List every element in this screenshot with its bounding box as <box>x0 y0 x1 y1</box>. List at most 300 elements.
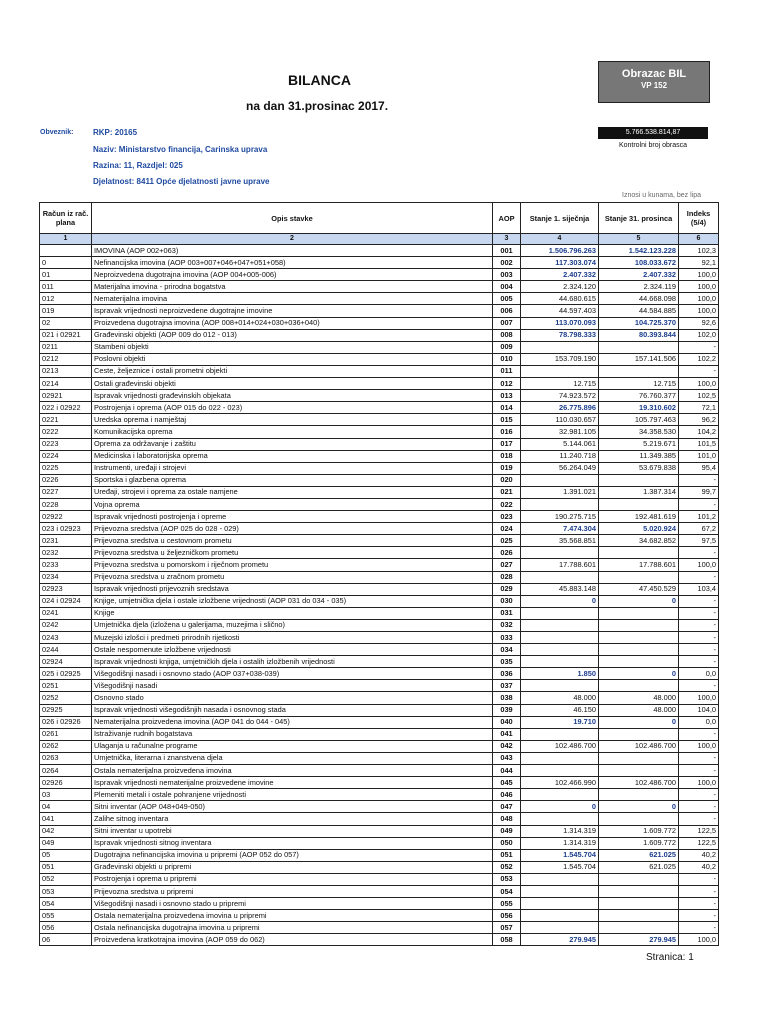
table-row <box>40 813 719 825</box>
document-title: BILANCA <box>288 72 351 88</box>
index-value: - <box>679 571 719 583</box>
opening-balance: 153.709.190 <box>521 353 599 365</box>
aop-code: 017 <box>493 438 521 450</box>
account-code: 022 i 02922 <box>40 402 92 414</box>
opening-balance: 110.030.657 <box>521 414 599 426</box>
obveznik-label: Obveznik: <box>40 129 74 136</box>
account-code: 023 i 02923 <box>40 523 92 535</box>
table-row <box>40 498 719 510</box>
index-value: 100,0 <box>679 740 719 752</box>
table-row <box>40 547 719 559</box>
index-value: - <box>679 765 719 777</box>
index-value: - <box>679 898 719 910</box>
control-number: 5.766.538.814,87 <box>598 127 708 139</box>
item-description: Ceste, željeznice i ostali prometni objekti <box>92 365 493 377</box>
index-value: 100,0 <box>679 378 719 390</box>
closing-balance <box>599 498 679 510</box>
opening-balance <box>521 644 599 656</box>
table-row <box>40 825 719 837</box>
closing-balance: 105.797.463 <box>599 414 679 426</box>
account-code: 0252 <box>40 692 92 704</box>
account-code: 0232 <box>40 547 92 559</box>
opening-balance: 7.474.304 <box>521 523 599 535</box>
item-description: Ostali građevinski objekti <box>92 378 493 390</box>
aop-code: 028 <box>493 571 521 583</box>
closing-balance: 0 <box>599 716 679 728</box>
aop-code: 037 <box>493 680 521 692</box>
item-description: Osnovno stado <box>92 692 493 704</box>
index-value: 100,0 <box>679 269 719 281</box>
aop-code: 002 <box>493 257 521 269</box>
account-code: 06 <box>40 934 92 946</box>
index-value: - <box>679 801 719 813</box>
opening-balance <box>521 547 599 559</box>
opening-balance <box>521 498 599 510</box>
aop-code: 011 <box>493 365 521 377</box>
index-value: - <box>679 910 719 922</box>
closing-balance <box>599 656 679 668</box>
control-number-label: Kontrolni broj obrasca <box>618 142 688 149</box>
index-value: 92,6 <box>679 317 719 329</box>
opening-balance: 56.264.049 <box>521 462 599 474</box>
item-description: Knjige, umjetnička djela i ostale izložbene vrijednosti (AOP 031 do 034 - 035) <box>92 595 493 607</box>
account-code: 01 <box>40 269 92 281</box>
opening-balance: 1.850 <box>521 668 599 680</box>
index-value: 0,0 <box>679 716 719 728</box>
account-code: 04 <box>40 801 92 813</box>
table-row <box>40 414 719 426</box>
aop-code: 035 <box>493 656 521 668</box>
opening-balance <box>521 474 599 486</box>
aop-code: 033 <box>493 632 521 644</box>
page-number: Stranica: 1 <box>646 952 694 963</box>
closing-balance: 48.000 <box>599 692 679 704</box>
closing-balance: 0 <box>599 801 679 813</box>
index-value: - <box>679 873 719 885</box>
item-description: Ispravak vrijednosti nematerijalne proizvedene imovine <box>92 777 493 789</box>
table-row <box>40 378 719 390</box>
opening-balance <box>521 632 599 644</box>
opening-balance: 5.144.061 <box>521 438 599 450</box>
opening-balance: 17.788.601 <box>521 559 599 571</box>
form-code: Obrazac BIL <box>621 68 687 80</box>
table-row <box>40 474 719 486</box>
rkp-number: RKP: 20165 <box>93 128 138 137</box>
opening-balance: 44.597.403 <box>521 305 599 317</box>
index-value: 103,4 <box>679 583 719 595</box>
item-description: Umjetnička djela (izložena u galerijama, muzejima i slično) <box>92 619 493 631</box>
index-value: - <box>679 789 719 801</box>
opening-balance: 46.150 <box>521 704 599 716</box>
account-code: 02921 <box>40 390 92 402</box>
opening-balance: 11.240.718 <box>521 450 599 462</box>
index-value: - <box>679 922 719 934</box>
table-row <box>40 317 719 329</box>
index-value: 104,2 <box>679 426 719 438</box>
account-code: 0221 <box>40 414 92 426</box>
header-description: Opis stavke <box>92 203 493 234</box>
table-row <box>40 885 719 897</box>
index-value: - <box>679 656 719 668</box>
opening-balance <box>521 789 599 801</box>
aop-code: 013 <box>493 390 521 402</box>
table-row <box>40 438 719 450</box>
closing-balance: 34.682.852 <box>599 535 679 547</box>
account-code: 0214 <box>40 378 92 390</box>
index-value: - <box>679 607 719 619</box>
aop-code: 056 <box>493 910 521 922</box>
closing-balance: 104.725.370 <box>599 317 679 329</box>
opening-balance: 44.680.615 <box>521 293 599 305</box>
aop-code: 051 <box>493 849 521 861</box>
account-code: 026 i 02926 <box>40 716 92 728</box>
closing-balance: 53.679.838 <box>599 462 679 474</box>
account-code: 0213 <box>40 365 92 377</box>
index-value: 40,2 <box>679 861 719 873</box>
opening-balance: 1.391.021 <box>521 486 599 498</box>
closing-balance <box>599 607 679 619</box>
closing-balance: 0 <box>599 668 679 680</box>
table-row <box>40 861 719 873</box>
aop-code: 045 <box>493 777 521 789</box>
table-row <box>40 571 719 583</box>
closing-balance: 102.486.700 <box>599 740 679 752</box>
aop-code: 034 <box>493 644 521 656</box>
aop-code: 041 <box>493 728 521 740</box>
item-description: Umjetnička, literarna i znanstvena djela <box>92 752 493 764</box>
aop-code: 038 <box>493 692 521 704</box>
index-value: 102,0 <box>679 329 719 341</box>
item-description: Prijevozna sredstva u pomorskom i riječnom prometu <box>92 559 493 571</box>
account-code: 054 <box>40 898 92 910</box>
table-row <box>40 910 719 922</box>
account-code: 0242 <box>40 619 92 631</box>
item-description: Prijevozna sredstva u pripremi <box>92 885 493 897</box>
closing-balance <box>599 765 679 777</box>
item-description: Zalihe sitnog inventara <box>92 813 493 825</box>
account-code: 0226 <box>40 474 92 486</box>
closing-balance: 1.609.772 <box>599 825 679 837</box>
opening-balance <box>521 619 599 631</box>
account-code: 055 <box>40 910 92 922</box>
opening-balance: 26.775.896 <box>521 402 599 414</box>
aop-code: 052 <box>493 861 521 873</box>
closing-balance: 2.407.332 <box>599 269 679 281</box>
table-row <box>40 837 719 849</box>
table-row <box>40 716 719 728</box>
account-code: 0264 <box>40 765 92 777</box>
account-code: 0243 <box>40 632 92 644</box>
opening-balance: 0 <box>521 801 599 813</box>
opening-balance <box>521 898 599 910</box>
opening-balance: 102.486.700 <box>521 740 599 752</box>
closing-balance <box>599 644 679 656</box>
index-value: 100,0 <box>679 692 719 704</box>
item-description: Medicinska i laboratorijska oprema <box>92 450 493 462</box>
aop-code: 022 <box>493 498 521 510</box>
account-code: 0224 <box>40 450 92 462</box>
column-number: 6 <box>679 234 719 245</box>
form-variant: VP 152 <box>640 81 668 90</box>
index-value: 72,1 <box>679 402 719 414</box>
entity-level: Razina: 11, Razdjel: 025 <box>93 161 183 170</box>
closing-balance: 11.349.385 <box>599 450 679 462</box>
account-code: 0223 <box>40 438 92 450</box>
document-date: na dan 31.prosinac 2017. <box>246 99 389 113</box>
table-row <box>40 257 719 269</box>
aop-code: 007 <box>493 317 521 329</box>
item-description: Nematerijalna imovina <box>92 293 493 305</box>
closing-balance <box>599 474 679 486</box>
item-description: Vojna oprema <box>92 498 493 510</box>
item-description: Sitni inventar u upotrebi <box>92 825 493 837</box>
item-description: Građevinski objekti u pripremi <box>92 861 493 873</box>
header-closing-balance: Stanje 31. prosinca <box>599 203 679 234</box>
table-row <box>40 607 719 619</box>
item-description: Ostale nespomenute izložbene vrijednosti <box>92 644 493 656</box>
closing-balance: 108.033.672 <box>599 257 679 269</box>
index-value: - <box>679 813 719 825</box>
index-value: - <box>679 728 719 740</box>
aop-code: 008 <box>493 329 521 341</box>
item-description: Plemeniti metali i ostale pohranjene vrijednosti <box>92 789 493 801</box>
table-row <box>40 849 719 861</box>
table-header-row <box>40 203 719 234</box>
aop-code: 053 <box>493 873 521 885</box>
index-value: 101,0 <box>679 450 719 462</box>
closing-balance: 5.219.671 <box>599 438 679 450</box>
closing-balance <box>599 571 679 583</box>
item-description: Postrojenja i oprema u pripremi <box>92 873 493 885</box>
table-row <box>40 668 719 680</box>
opening-balance: 102.466.990 <box>521 777 599 789</box>
account-code: 011 <box>40 281 92 293</box>
aop-code: 005 <box>493 293 521 305</box>
table-row <box>40 281 719 293</box>
index-value: 100,0 <box>679 305 719 317</box>
account-code: 0251 <box>40 680 92 692</box>
closing-balance: 1.387.314 <box>599 486 679 498</box>
account-code: 042 <box>40 825 92 837</box>
item-description: Višegodišnji nasadi <box>92 680 493 692</box>
aop-code: 039 <box>493 704 521 716</box>
account-code: 049 <box>40 837 92 849</box>
table-row <box>40 390 719 402</box>
item-description: Višegodišnji nasadi i osnovno stado (AOP 037+038-039) <box>92 668 493 680</box>
item-description: Oprema za održavanje i zaštitu <box>92 438 493 450</box>
table-body <box>40 245 719 946</box>
aop-code: 046 <box>493 789 521 801</box>
closing-balance: 34.358.530 <box>599 426 679 438</box>
aop-code: 031 <box>493 607 521 619</box>
aop-code: 040 <box>493 716 521 728</box>
account-code: 053 <box>40 885 92 897</box>
table-row <box>40 656 719 668</box>
closing-balance <box>599 632 679 644</box>
opening-balance <box>521 922 599 934</box>
aop-code: 026 <box>493 547 521 559</box>
table-row <box>40 559 719 571</box>
account-code: 02 <box>40 317 92 329</box>
account-code <box>40 245 92 257</box>
index-value: 100,0 <box>679 934 719 946</box>
column-number-row <box>40 234 719 245</box>
table-row <box>40 462 719 474</box>
table-row <box>40 619 719 631</box>
closing-balance: 157.141.506 <box>599 353 679 365</box>
column-number: 2 <box>92 234 493 245</box>
opening-balance: 1.545.704 <box>521 849 599 861</box>
opening-balance: 190.275.715 <box>521 511 599 523</box>
account-code: 02923 <box>40 583 92 595</box>
opening-balance <box>521 656 599 668</box>
aop-code: 019 <box>493 462 521 474</box>
opening-balance <box>521 752 599 764</box>
closing-balance: 192.481.619 <box>599 511 679 523</box>
closing-balance <box>599 898 679 910</box>
opening-balance <box>521 571 599 583</box>
aop-code: 012 <box>493 378 521 390</box>
table-row <box>40 341 719 353</box>
account-code: 0241 <box>40 607 92 619</box>
account-code: 0261 <box>40 728 92 740</box>
index-value: - <box>679 498 719 510</box>
closing-balance: 47.450.529 <box>599 583 679 595</box>
aop-code: 054 <box>493 885 521 897</box>
index-value: 100,0 <box>679 777 719 789</box>
opening-balance <box>521 365 599 377</box>
currency-note: Iznosi u kunama, bez lipa <box>622 192 701 199</box>
closing-balance <box>599 365 679 377</box>
opening-balance: 74.923.572 <box>521 390 599 402</box>
aop-code: 027 <box>493 559 521 571</box>
aop-code: 025 <box>493 535 521 547</box>
table-row <box>40 293 719 305</box>
account-code: 02924 <box>40 656 92 668</box>
index-value: 67,2 <box>679 523 719 535</box>
index-value: - <box>679 341 719 353</box>
aop-code: 020 <box>493 474 521 486</box>
header-aop: AOP <box>493 203 521 234</box>
index-value: 100,0 <box>679 293 719 305</box>
aop-code: 030 <box>493 595 521 607</box>
index-value: 92,1 <box>679 257 719 269</box>
opening-balance: 32.981.105 <box>521 426 599 438</box>
account-code: 0262 <box>40 740 92 752</box>
closing-balance: 12.715 <box>599 378 679 390</box>
item-description: Ispravak vrijednosti knjiga, umjetničkih djela i ostalih izložbenih vrijednosti <box>92 656 493 668</box>
item-description: Prijevozna sredstva u željezničkom prometu <box>92 547 493 559</box>
closing-balance: 621.025 <box>599 861 679 873</box>
table-row <box>40 728 719 740</box>
account-code: 03 <box>40 789 92 801</box>
item-description: Instrumenti, uređaji i strojevi <box>92 462 493 474</box>
account-code: 052 <box>40 873 92 885</box>
aop-code: 049 <box>493 825 521 837</box>
table-row <box>40 269 719 281</box>
column-number: 3 <box>493 234 521 245</box>
aop-code: 016 <box>493 426 521 438</box>
item-description: Ostala nematerijalna proizvedena imovina u pripremi <box>92 910 493 922</box>
table-row <box>40 353 719 365</box>
index-value: 95,4 <box>679 462 719 474</box>
item-description: Proizvedena kratkotrajna imovina (AOP 059 do 062) <box>92 934 493 946</box>
opening-balance: 2.407.332 <box>521 269 599 281</box>
closing-balance: 2.324.119 <box>599 281 679 293</box>
header-account: Račun iz rač. plana <box>40 203 92 234</box>
aop-code: 043 <box>493 752 521 764</box>
aop-code: 048 <box>493 813 521 825</box>
account-code: 0211 <box>40 341 92 353</box>
closing-balance: 76.760.377 <box>599 390 679 402</box>
table-row <box>40 644 719 656</box>
closing-balance <box>599 873 679 885</box>
aop-code: 050 <box>493 837 521 849</box>
opening-balance: 113.070.093 <box>521 317 599 329</box>
item-description: Ispravak vrijednosti postrojenja i opreme <box>92 511 493 523</box>
table-row <box>40 922 719 934</box>
item-description: Sportska i glazbena oprema <box>92 474 493 486</box>
closing-balance <box>599 885 679 897</box>
aop-code: 003 <box>493 269 521 281</box>
index-value: 101,5 <box>679 438 719 450</box>
table-row <box>40 934 719 946</box>
item-description: Ispravak vrijednosti prijevoznih sredstava <box>92 583 493 595</box>
table-row <box>40 402 719 414</box>
account-code: 021 i 02921 <box>40 329 92 341</box>
closing-balance: 80.393.844 <box>599 329 679 341</box>
item-description: Knjige <box>92 607 493 619</box>
opening-balance: 12.715 <box>521 378 599 390</box>
opening-balance <box>521 873 599 885</box>
opening-balance <box>521 607 599 619</box>
item-description: Sitni inventar (AOP 048+049-050) <box>92 801 493 813</box>
closing-balance <box>599 341 679 353</box>
table-row <box>40 245 719 257</box>
table-row <box>40 486 719 498</box>
account-code: 0244 <box>40 644 92 656</box>
item-description: Ispravak vrijednosti građevinskih objekata <box>92 390 493 402</box>
item-description: Višegodišnji nasadi i osnovno stado u pripremi <box>92 898 493 910</box>
item-description: Ulaganja u računalne programe <box>92 740 493 752</box>
table-row <box>40 583 719 595</box>
aop-code: 029 <box>493 583 521 595</box>
closing-balance <box>599 619 679 631</box>
index-value: 96,2 <box>679 414 719 426</box>
closing-balance: 621.025 <box>599 849 679 861</box>
item-description: Komunikacijska oprema <box>92 426 493 438</box>
closing-balance: 1.542.123.228 <box>599 245 679 257</box>
table-row <box>40 898 719 910</box>
opening-balance <box>521 680 599 692</box>
item-description: Prijevozna sredstva u cestovnom prometu <box>92 535 493 547</box>
index-value: - <box>679 474 719 486</box>
closing-balance <box>599 728 679 740</box>
index-value: - <box>679 680 719 692</box>
closing-balance: 48.000 <box>599 704 679 716</box>
table-row <box>40 511 719 523</box>
table-row <box>40 632 719 644</box>
item-description: Stambeni objekti <box>92 341 493 353</box>
aop-code: 032 <box>493 619 521 631</box>
closing-balance: 1.609.772 <box>599 837 679 849</box>
index-value: 122,5 <box>679 837 719 849</box>
closing-balance <box>599 922 679 934</box>
closing-balance <box>599 752 679 764</box>
aop-code: 047 <box>493 801 521 813</box>
opening-balance: 48.000 <box>521 692 599 704</box>
aop-code: 004 <box>493 281 521 293</box>
